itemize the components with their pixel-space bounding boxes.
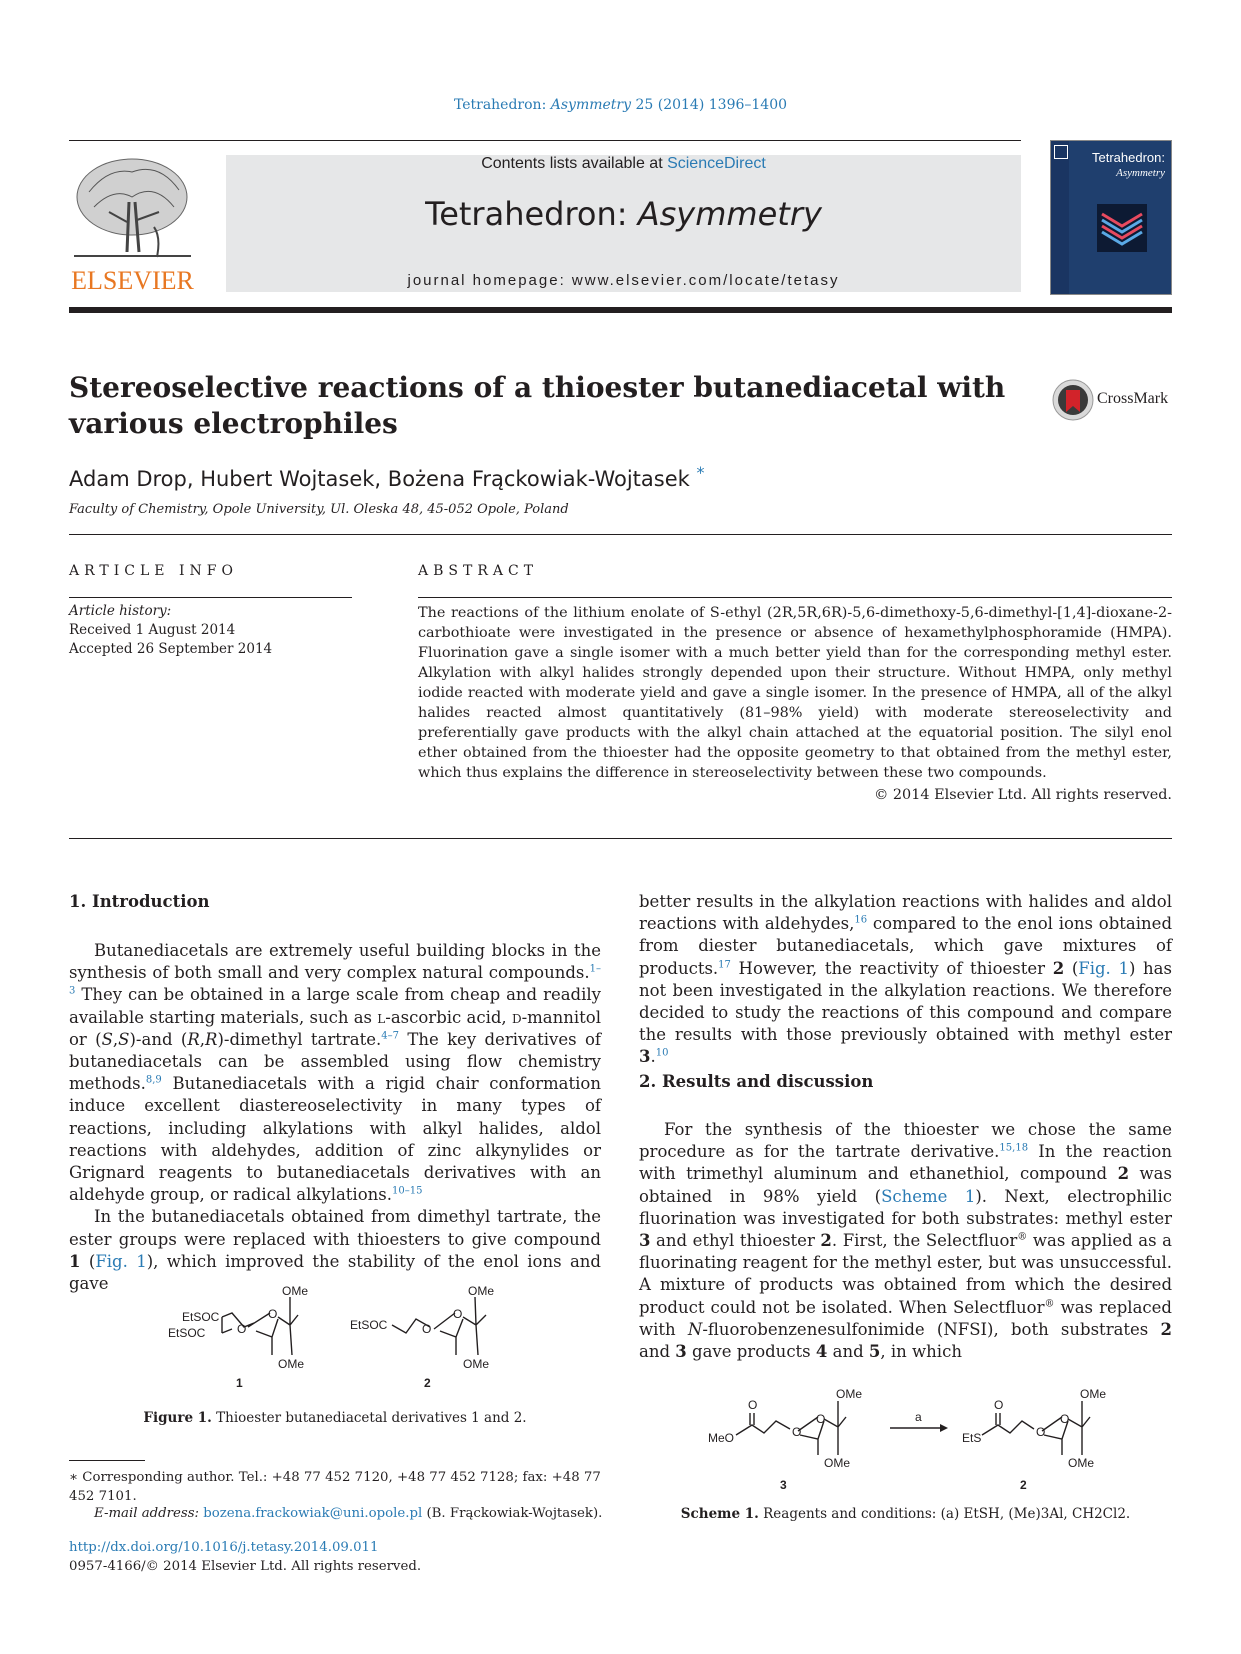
abstract-heading: ABSTRACT xyxy=(418,563,539,579)
compound-2-structure xyxy=(350,1284,494,1371)
svg-text:OMe: OMe xyxy=(468,1284,495,1298)
svg-text:O: O xyxy=(453,1307,463,1321)
corresponding-author-note: ∗ Corresponding author. Tel.: +48 77 452 7120, +48 77 452 7128; fax: +48 77 452 7101. xyxy=(69,1470,601,1504)
svg-text:EtS: EtS xyxy=(962,1431,982,1445)
abstract-end-divider xyxy=(69,838,1172,839)
svg-text:EtSOC: EtSOC xyxy=(168,1326,206,1340)
svg-text:2: 2 xyxy=(424,1376,431,1390)
svg-text:OMe: OMe xyxy=(824,1456,851,1470)
svg-text:1: 1 xyxy=(236,1376,243,1390)
svg-text:EtSOC: EtSOC xyxy=(350,1318,388,1332)
intro-paragraph-3: better results in the alkylation reactions with halides and aldol reactions with aldehydes,$^{16}$ compared to the enol ions obtained from diester butanediacetals, which gave mixtures of products.$^{17}$ However, the reactivity of thioester 2 (Fig. 1) has not been investigated in the alkylation reactions. We therefore decided to study the reactions of this compound and compare the results with those previously obtained with methyl ester 3.10 xyxy=(639,892,1173,1067)
svg-text:O: O xyxy=(748,1398,758,1412)
compound-2-product-structure xyxy=(962,1387,1106,1470)
article-info-divider xyxy=(69,597,352,598)
crossmark-icon xyxy=(1051,378,1095,422)
elsevier-logo xyxy=(69,152,196,294)
svg-text:OMe: OMe xyxy=(282,1284,309,1298)
corresponding-author-mark[interactable]: * xyxy=(696,463,705,482)
journal-homepage[interactable]: journal homepage: www.elsevier.com/locate/tetasy xyxy=(407,272,840,289)
figure-1-caption: Figure 1. Thioester butanediacetal derivatives 1 and 2. xyxy=(143,1410,527,1426)
elsevier-tree-icon xyxy=(69,152,196,268)
affiliation: Faculty of Chemistry, Opole University, Ul. Oleska 48, 45-052 Opole, Poland xyxy=(69,502,569,517)
journal-cover xyxy=(1050,140,1172,295)
compound-3-structure xyxy=(708,1387,862,1470)
svg-text:OMe: OMe xyxy=(836,1387,863,1401)
received-date: Received 1 August 2014 xyxy=(69,622,236,638)
svg-text:O: O xyxy=(816,1412,826,1426)
journal-title: Tetrahedron: Asymmetry xyxy=(425,195,822,233)
crossmark-badge[interactable] xyxy=(1051,378,1181,422)
intro-paragraph-2: In the butanediacetals obtained from dimethyl tartrate, the ester groups were replaced with thioesters to give compound 1 (Fig. 1), which improved the stability of the enol ions and gave xyxy=(69,1207,601,1294)
svg-text:O: O xyxy=(1036,1425,1046,1439)
journal-banner xyxy=(226,155,1021,292)
issn-copyright: 0957-4166/© 2014 Elsevier Ltd. All rights reserved. xyxy=(69,1559,422,1574)
article-history xyxy=(69,602,272,659)
figure-1-structures xyxy=(160,1275,530,1395)
svg-text:O: O xyxy=(994,1398,1004,1412)
svg-text:OMe: OMe xyxy=(1068,1456,1095,1470)
doi-link[interactable]: http://dx.doi.org/10.1016/j.tetasy.2014.09.011 xyxy=(69,1540,379,1555)
intro-continuation xyxy=(639,891,1172,1069)
email-line: E-mail address: bozena.frackowiak@uni.opole.pl (B. Frąckowiak-Wojtasek). xyxy=(94,1506,603,1521)
svg-text:MeO: MeO xyxy=(708,1431,735,1445)
section-1-heading: 1. Introduction xyxy=(69,892,210,911)
svg-text:O: O xyxy=(792,1425,802,1439)
contents-line: Contents lists available at ScienceDirect xyxy=(481,155,766,172)
svg-text:3: 3 xyxy=(780,1478,787,1492)
svg-text:O: O xyxy=(268,1307,278,1321)
author-email-link[interactable]: bozena.frackowiak@uni.opole.pl xyxy=(203,1506,423,1521)
svg-text:O: O xyxy=(422,1322,432,1336)
svg-text:2: 2 xyxy=(1020,1478,1027,1492)
author-list: Adam Drop, Hubert Wojtasek, Bożena Frąckowiak-Wojtasek * xyxy=(69,463,705,491)
svg-text:EtSOC: EtSOC xyxy=(182,1310,220,1324)
scheme-1-reaction xyxy=(700,1385,1120,1495)
svg-text:a: a xyxy=(915,1410,922,1424)
svg-text:OMe: OMe xyxy=(463,1357,490,1371)
scheme-1-caption: Scheme 1. Reagents and conditions: (a) EtSH, (Me)3Al, CH2Cl2. xyxy=(680,1506,1131,1522)
intro-paragraph-1: Butanediacetals are extremely useful building blocks in the synthesis of both small and very complex natural compounds.$^{1-3}$ They can be obtained in a large scale from cheap and readily available starting materials, such as l-ascorbic acid, d-mannitol or (S,S)-and (R,R)-dimethyl tartrate.$^{4-7}$ The key derivatives of butanediacetals can be assembled using flow chemistry methods.$^{8,9}$ Butanediacetals with a rigid chair conformation induce excellent diastereoselectivity in many types of reactions, including alkylations with alkyl halides, aldol reactions with aldehydes, addition of zinc alkynylides or Grignard reagents to butanediacetals derivatives with an aldehyde group, or radical alkylations.$^{10-15}$ xyxy=(69,941,601,1205)
article-title: Stereoselective reactions of a thioester butanediacetal with various electrophiles xyxy=(69,371,1006,440)
abstract-divider xyxy=(418,597,1172,598)
results-paragraph-1: For the synthesis of the thioester we chose the same procedure as for the tartrate derivative.$^{15,18}$ In the reaction with trimethyl aluminum and ethanethiol, compound 2 was obtained in 98% yield (Scheme 1). Next, electrophilic fluorination was investigated for both substrates: methyl ester 3 and ethyl thioester 2. First, the Selectfluor® was applied as a fluorinating reagent for the methyl ester, but was unsuccessful. A mixture of products was obtained from which the desired product could not be isolated. When Selectfluor® was replaced with N-fluorobenzenesulfonimide (NFSI), both substrates 2 and 3 gave products 4 and 5, in which xyxy=(639,1120,1172,1362)
introduction-body xyxy=(69,940,601,1295)
article-info-heading: ARTICLE INFO xyxy=(69,563,238,579)
results-body xyxy=(639,1119,1172,1363)
reaction-arrow xyxy=(890,1410,948,1432)
cover-artwork xyxy=(1097,204,1147,252)
svg-text:O: O xyxy=(237,1322,247,1336)
abstract-copyright: © 2014 Elsevier Ltd. All rights reserved. xyxy=(873,787,1172,803)
elsevier-wordmark: ELSEVIER xyxy=(71,266,194,295)
header-thick-divider xyxy=(69,307,1172,313)
svg-text:OMe: OMe xyxy=(1080,1387,1107,1401)
title-divider xyxy=(69,534,1172,535)
section-2-heading: 2. Results and discussion xyxy=(639,1072,874,1091)
svg-text:OMe: OMe xyxy=(278,1357,305,1371)
abstract-text: The reactions of the lithium enolate of S-ethyl (2R,5R,6R)-5,6-dimethoxy-5,6-dimethyl-[1,4]-dioxane-2-carbothioate were investigated in the presence or absence of hexamethylphosphoramide (HMPA). Fluorination gave a single isomer with a much better yield than for the corresponding methyl ester. Alkylation with alkyl halides strongly depended upon their structure. Without HMPA, only methyl iodide reacted with moderate yield and gave a single isomer. In the presence of HMPA, all of the alkyl halides reacted almost quantitatively (81–98% yield) with moderate stereoselectivity and preferentially gave products with the alkyl chain attached at the equatorial position. The silyl enol ether obtained from the thioester had the opposite geometry to that obtained from the methyl ester, which thus explains the difference in stereoselectivity between these two compounds. xyxy=(418,605,1172,781)
crossmark-label: CrossMark xyxy=(1097,390,1169,407)
top-divider xyxy=(69,140,1021,141)
compound-1-structure xyxy=(168,1284,308,1371)
sciencedirect-link[interactable]: ScienceDirect xyxy=(667,155,766,172)
svg-text:O: O xyxy=(1060,1412,1070,1426)
footnote-divider xyxy=(69,1460,145,1461)
history-label: Article history: xyxy=(69,603,172,619)
accepted-date: Accepted 26 September 2014 xyxy=(69,641,273,657)
journal-citation[interactable]: Tetrahedron: Asymmetry 25 (2014) 1396–1400 xyxy=(453,97,788,113)
cover-title: Tetrahedron: Asymmetry xyxy=(1092,150,1165,179)
